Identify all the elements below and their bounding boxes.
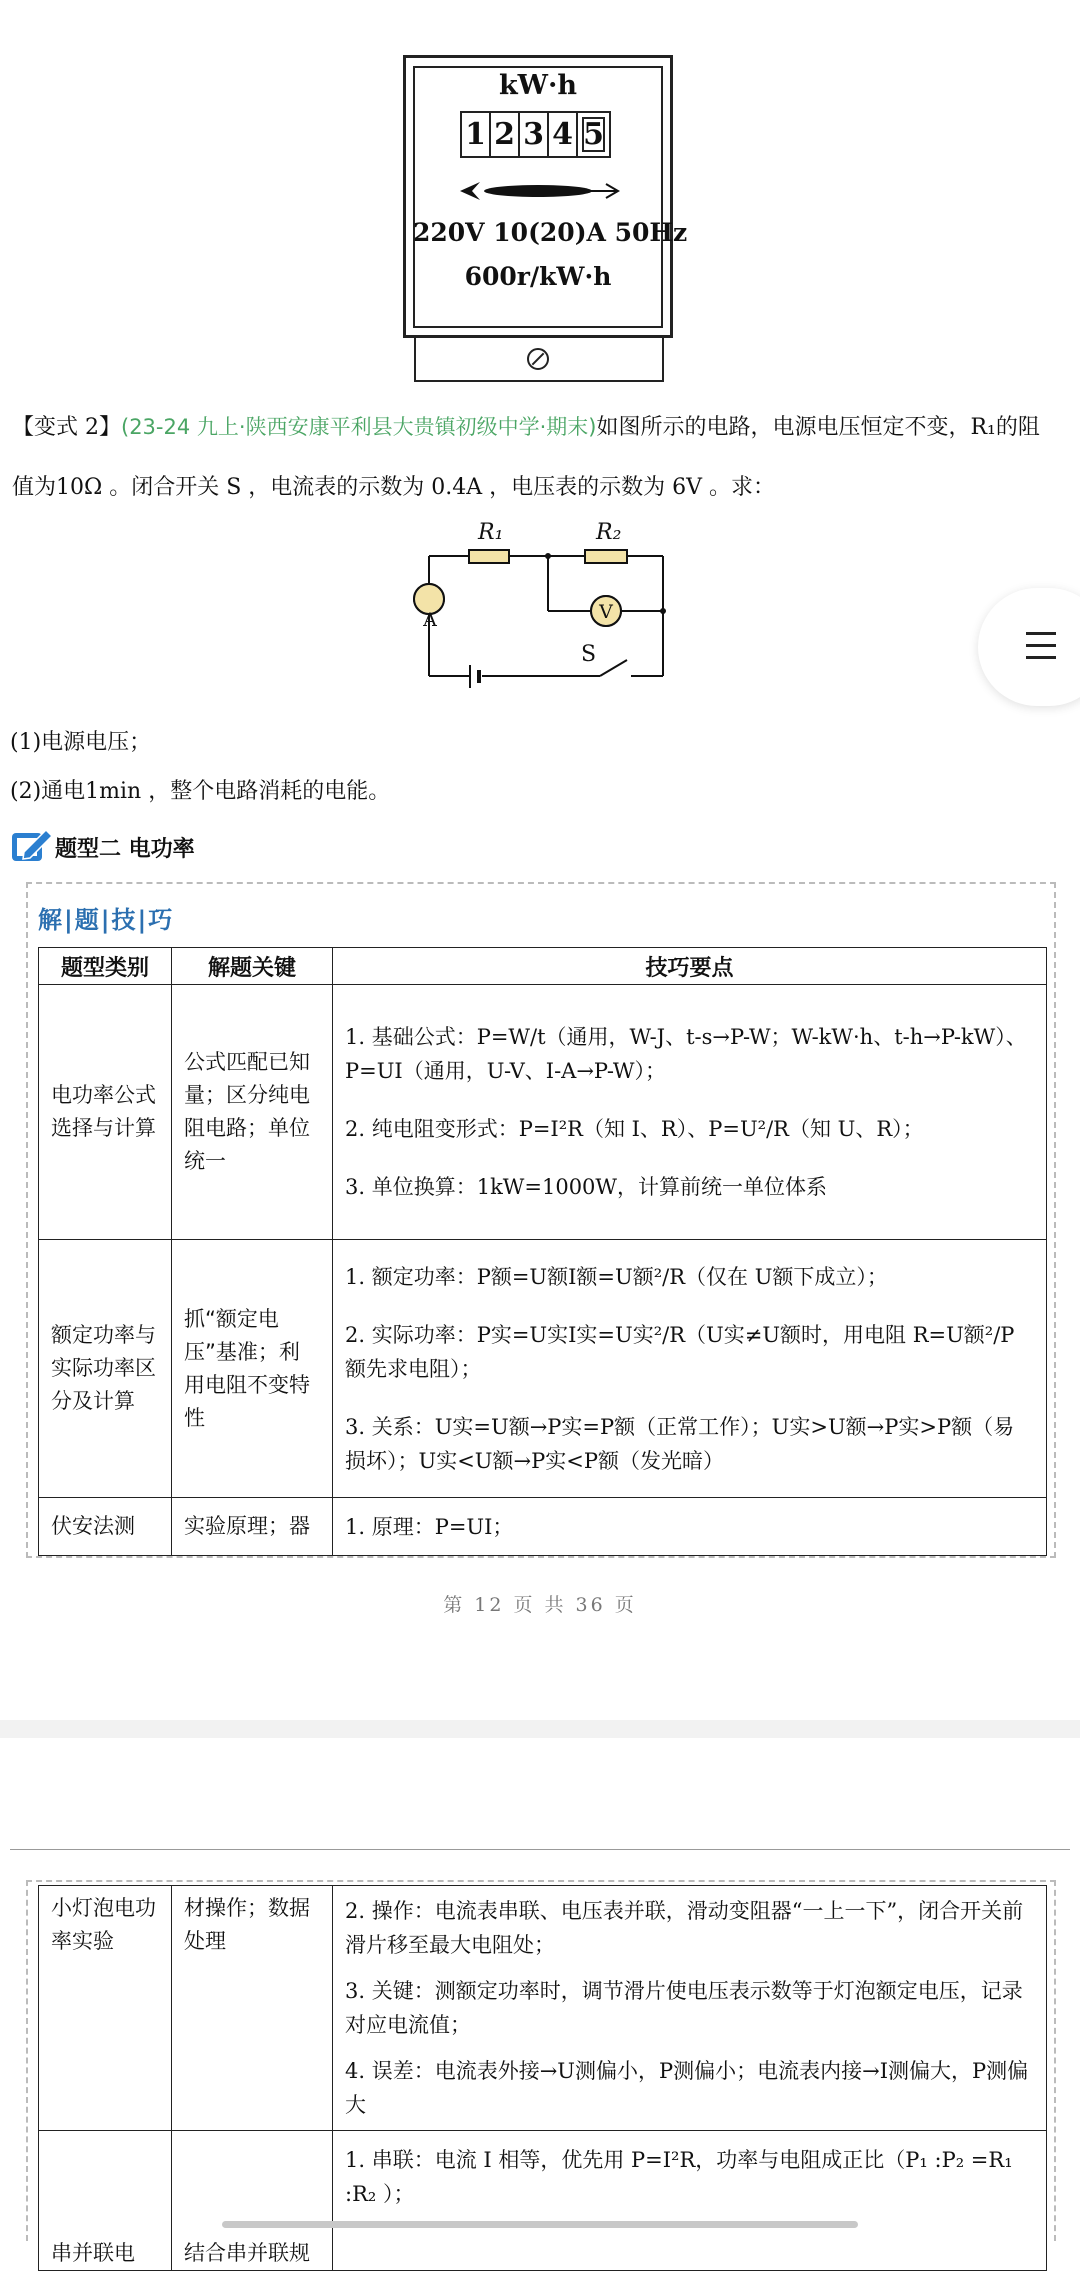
table-cell-key: 材操作；数据处理 <box>172 1886 333 2131</box>
table-cell-points <box>333 985 1047 1240</box>
tip-point: 2. 纯电阻变形式：P=I²R（知 I、R）、P=U²/R（知 U、R）； <box>345 1117 924 1141</box>
problem-line1 <box>12 410 1040 441</box>
tip-point: 1. 串联：电流 I 相等，优先用 P=I²R，功率与电阻成正比（P₁ :P₂ =R₁ :R₂ ）； <box>345 2148 1013 2206</box>
section-title: 题型二 电功率 <box>55 837 195 862</box>
table-row <box>39 2131 1047 2271</box>
table-header-row <box>39 948 1047 985</box>
table-cell-key: 公式匹配已知量；区分纯电阻电路；单位统一 <box>172 985 333 1240</box>
table-header-cell: 技巧要点 <box>333 948 1047 985</box>
tip-point: 2. 操作：电流表串联、电压表并联，滑动变阻器“一上一下”，闭合开关前滑片移至最大电阻处； <box>345 1899 1024 1957</box>
tip-point: 3. 单位换算：1kW=1000W，计算前统一单位体系 <box>345 1175 828 1199</box>
problem-line2: 值为10Ω 。闭合开关 S ，电流表的示数为 0.4A ，电压表的示数为 6V 。求： <box>12 475 776 500</box>
meter-digit: 2 <box>491 113 520 156</box>
meter-digit: 1 <box>462 113 491 156</box>
r2-label: R₂ <box>596 520 622 545</box>
hamburger-menu-icon <box>1026 632 1056 668</box>
table-row <box>39 985 1047 1240</box>
tip-point: 3. 关键：测额定功率时，调节滑片使电压表示数等于灯泡额定电压，记录对应电流值； <box>345 1979 1023 2037</box>
meter-digit-decimal: 5 <box>578 113 609 156</box>
tip-point: 1. 基础公式：P=W/t（通用，W-J、t-s→P-W；W-kW·h、t-h→P-kW）、P=UI（通用，U-V、I-A→P-W）； <box>345 1025 1027 1083</box>
tips-title: 解|题|技|巧 <box>38 906 175 934</box>
problem-prefix: 【变式 2】 <box>12 415 121 440</box>
meter-disc-icon <box>458 178 622 204</box>
ammeter-label: A <box>423 609 437 631</box>
edit-icon <box>10 825 54 865</box>
tips-table <box>38 947 1047 1556</box>
table-header-cell: 题型类别 <box>39 948 172 985</box>
question-2: (2)通电1min ，整个电路消耗的电能。 <box>10 779 391 804</box>
meter-spec-line1: 220V 10(20)A 50Hz <box>413 218 688 247</box>
r1-label: R₁ <box>478 520 504 545</box>
meter-digit: 4 <box>549 113 578 156</box>
tip-point: 1. 原理：P=UI； <box>345 1514 514 1539</box>
meter-digits <box>460 111 611 158</box>
tip-point: 3. 关系：U实=U额→P实=P额（正常工作）；U实>U额→P实>P额（易损坏）；U实<U额→P实<P额（发光暗） <box>345 1414 1015 1473</box>
table-cell-key: 结合串并联规 <box>172 2131 333 2271</box>
page-top-rule <box>10 1849 1070 1850</box>
table-cell-points <box>333 1498 1047 1556</box>
tips-table-continued <box>38 1885 1047 2271</box>
switch-label: S <box>581 642 597 667</box>
tip-point: 4. 误差：电流表外接→U测偏小，P测偏小；电流表内接→I测偏大，P测偏大 <box>345 2059 1029 2117</box>
table-cell-category: 串并联电 <box>39 2131 172 2271</box>
voltmeter-label: V <box>599 601 613 623</box>
page-footer: 第 12 页 共 36 页 <box>443 1594 637 1616</box>
meter-unit-label: kW·h <box>498 70 578 101</box>
table-cell-key: 实验原理；器 <box>172 1498 333 1556</box>
screw-icon <box>527 348 549 370</box>
table-cell-category: 额定功率与实际功率区分及计算 <box>39 1240 172 1498</box>
table-row <box>39 1498 1047 1556</box>
table-row <box>39 1240 1047 1498</box>
scrollbar[interactable] <box>222 2221 858 2228</box>
problem-text-line1: 如图所示的电路，电源电压恒定不变，R₁的阻 <box>596 415 1040 440</box>
table-header-cell: 解题关键 <box>172 948 333 985</box>
table-cell-category: 伏安法测 <box>39 1498 172 1556</box>
page-separator <box>0 1720 1080 1738</box>
tip-point: 2. 实际功率：P实=U实I实=U实²/R（U实≠U额时，用电阻 R=U额²/P额先求电阻）； <box>345 1322 1015 1381</box>
table-row <box>39 1886 1047 2131</box>
problem-source: (23-24 九上·陕西安康平利县大贵镇初级中学·期末) <box>121 415 597 439</box>
meter-digit: 3 <box>520 113 549 156</box>
table-cell-points <box>333 2131 1047 2271</box>
meter-spec-line2: 600r/kW·h <box>464 262 612 291</box>
table-cell-key: 抓“额定电压”基准；利用电阻不变特性 <box>172 1240 333 1498</box>
tip-point: 1. 额定功率：P额=U额I额=U额²/R（仅在 U额下成立）； <box>345 1264 888 1289</box>
table-cell-category: 电功率公式选择与计算 <box>39 985 172 1240</box>
circuit-diagram <box>405 518 680 698</box>
table-cell-points <box>333 1240 1047 1498</box>
table-cell-category: 小灯泡电功率实验 <box>39 1886 172 2131</box>
table-cell-points <box>333 1886 1047 2131</box>
menu-button[interactable] <box>978 588 1080 706</box>
question-1: (1)电源电压； <box>10 730 152 755</box>
